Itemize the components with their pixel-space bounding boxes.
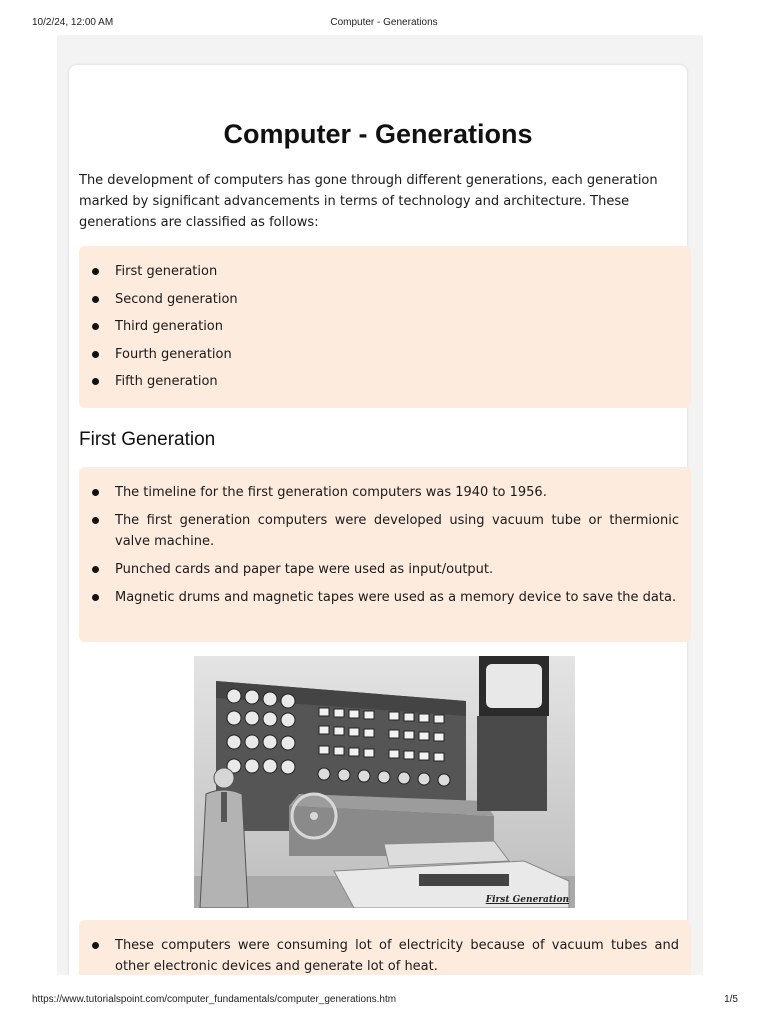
list-item: First generation	[79, 261, 691, 282]
first-generation-more-points-box	[79, 920, 691, 975]
list-item: Magnetic drums and magnetic tapes were used as a memory device to save the data.	[79, 587, 691, 608]
print-page-title: Computer - Generations	[330, 17, 438, 28]
print-header	[0, 17, 768, 33]
bullet-icon	[92, 594, 99, 601]
bullet-icon	[92, 489, 99, 496]
first-generation-computer-photo	[194, 656, 575, 908]
photo-caption: First Generation	[485, 895, 569, 905]
print-url: https://www.tutorialspoint.com/computer_fundamentals/computer_generations.htm	[32, 994, 397, 1005]
article-card	[69, 65, 687, 975]
intro-paragraph: The development of computers has gone through different generations, each generation marked by significant advancements in terms of technology and architecture. These generations are classified as follows:	[79, 173, 658, 230]
list-item: These computers were consuming lot of electricity because of vacuum tubes and other electronic devices and generate lot of heat.	[79, 935, 691, 975]
article-title: Computer - Generations	[223, 119, 533, 149]
print-footer	[0, 994, 768, 1010]
bullet-icon	[92, 517, 99, 524]
bullet-icon	[92, 296, 99, 303]
print-page-number: 1/5	[724, 994, 738, 1005]
bullet-icon	[92, 942, 99, 949]
list-item: Third generation	[79, 316, 691, 337]
list-item: Fourth generation	[79, 344, 691, 365]
bullet-icon	[92, 268, 99, 275]
list-item: Punched cards and paper tape were used as input/output.	[79, 559, 691, 580]
first-generation-heading: First Generation	[79, 429, 216, 450]
bullet-icon	[92, 566, 99, 573]
print-datetime: 10/2/24, 12:00 AM	[32, 17, 114, 28]
generations-list-box	[79, 246, 691, 408]
computer-photo-illustration	[194, 656, 575, 908]
first-generation-points	[79, 482, 691, 608]
list-item: Fifth generation	[79, 371, 691, 392]
bullet-icon	[92, 351, 99, 358]
generations-list	[79, 261, 691, 392]
bullet-icon	[92, 378, 99, 385]
list-item: The timeline for the first generation computers was 1940 to 1956.	[79, 482, 691, 503]
page-background	[57, 35, 703, 975]
first-generation-points-box	[79, 467, 691, 642]
list-item: The first generation computers were developed using vacuum tube or thermionic valve machine.	[79, 510, 691, 552]
first-generation-more-points	[79, 935, 691, 975]
list-item: Second generation	[79, 289, 691, 310]
bullet-icon	[92, 323, 99, 330]
